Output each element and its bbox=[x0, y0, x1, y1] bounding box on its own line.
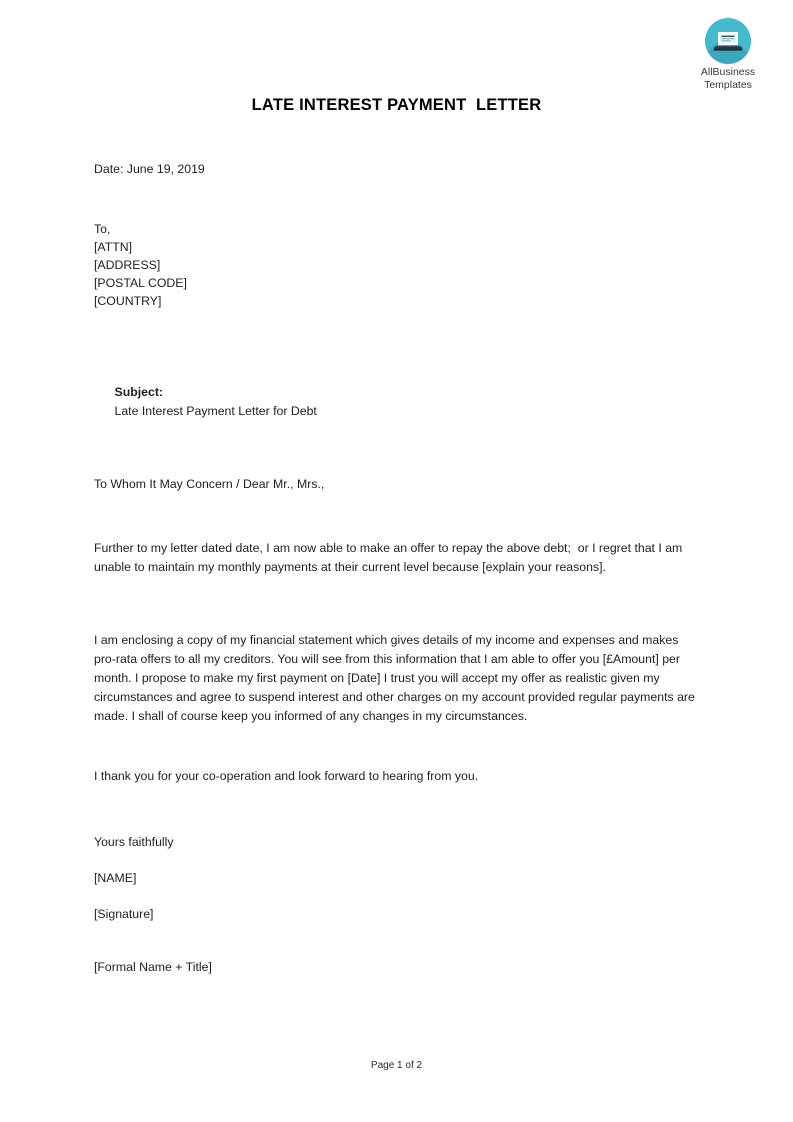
address-line: [ADDRESS] bbox=[94, 258, 161, 272]
closing-line: Yours faithfully bbox=[94, 835, 174, 849]
brand-logo bbox=[688, 18, 768, 91]
brand-name bbox=[688, 66, 768, 91]
page-title: LATE INTEREST PAYMENT LETTER bbox=[251, 96, 542, 114]
recipient-address-block bbox=[94, 220, 698, 310]
brand-name-line-1: AllBusiness bbox=[700, 66, 756, 78]
subject-value: Late Interest Payment Letter for Debt bbox=[114, 404, 317, 418]
paragraph-3: I thank you for your co-operation and look forward to hearing from you. bbox=[94, 769, 479, 783]
signature-placeholder: [Signature] bbox=[94, 907, 154, 921]
signature-name-placeholder: [NAME] bbox=[94, 871, 137, 885]
formal-name-title-placeholder: [Formal Name + Title] bbox=[94, 960, 212, 974]
address-line: [COUNTRY] bbox=[94, 294, 162, 308]
address-line: To, bbox=[94, 222, 111, 236]
letter-body bbox=[94, 160, 698, 977]
brand-name-line-2: Templates bbox=[704, 78, 752, 91]
address-line: [POSTAL CODE] bbox=[94, 276, 187, 290]
page-footer: Page 1 of 2 bbox=[370, 1060, 423, 1071]
address-line: [ATTN] bbox=[94, 240, 133, 254]
subject-line bbox=[94, 364, 698, 440]
laptop-icon bbox=[705, 18, 751, 64]
date-line: Date: June 19, 2019 bbox=[94, 162, 205, 176]
salutation: To Whom It May Concern / Dear Mr., Mrs., bbox=[94, 477, 325, 491]
logo-circle bbox=[705, 18, 751, 64]
subject-label: Subject: bbox=[114, 385, 164, 399]
paragraph-1: Further to my letter dated date, I am now able to make an offer to repay the above debt; or I regret that I am unable to maintain my monthly payments at their current level because [explain your reasons]. bbox=[94, 541, 686, 574]
paragraph-2: I am enclosing a copy of my financial statement which gives details of my income and expenses and makes pro-rata offers to all my creditors. You will see from this information that I am able to offer you [£Amount] per month. I propose to make my first payment on [Date] I trust you will accept my offer as realistic given my circumstances and agree to suspend interest and other charges on my account provided regular payments are made. I shall of course keep you informed of any changes in my circumstances. bbox=[94, 633, 699, 723]
